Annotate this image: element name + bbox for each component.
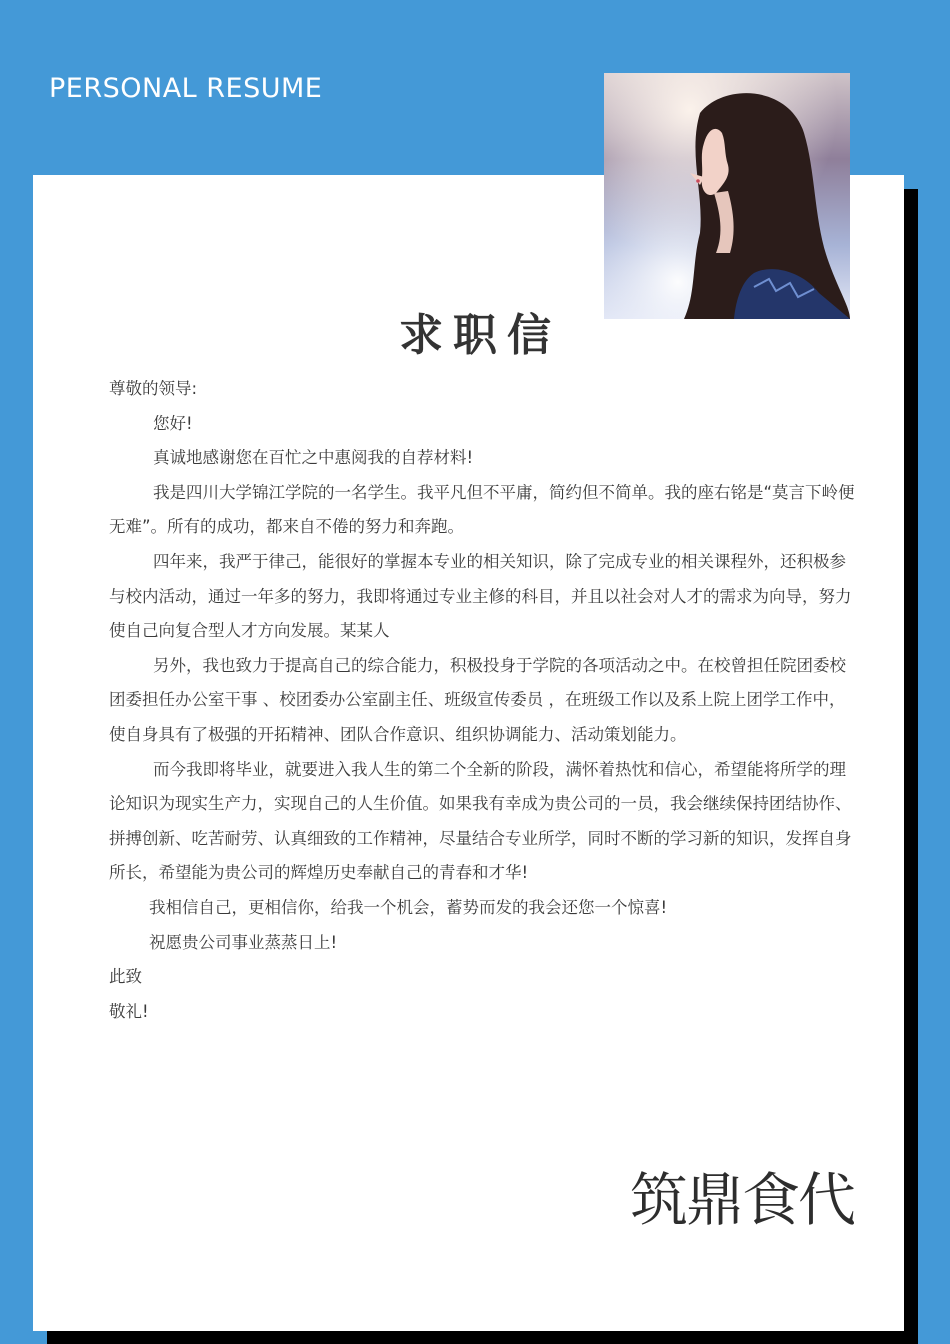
letter-title: 求职信	[399, 310, 561, 361]
signature-logo: 筑鼎食代	[630, 1166, 855, 1234]
sign-off: 此致	[109, 967, 142, 987]
portrait-image	[604, 73, 850, 319]
header-title: PERSONAL RESUME	[49, 73, 323, 104]
profile-photo	[604, 73, 850, 319]
greeting: 您好!	[153, 413, 193, 433]
paragraph: 真诚地感谢您在百忙之中惠阅我的自荐材料!	[153, 448, 474, 468]
sign-off: 敬礼!	[109, 1001, 149, 1021]
letter-body	[109, 372, 861, 1029]
paragraph: 我是四川大学锦江学院的一名学生。我平凡但不平庸，简约但不简单。我的座右铭是“莫言下岭便无难”。所有的成功，都来自不倦的努力和奔跑。	[109, 482, 855, 537]
closing-line: 祝愿贵公司事业蒸蒸日上!	[149, 932, 338, 952]
paragraph: 而今我即将毕业，就要进入我人生的第二个全新的阶段，满怀着热忱和信心，希望能将所学的理论知识为现实生产力，实现自己的人生价值。如果我有幸成为贵公司的一员，我会继续保持团结协作、拼搏创新、吃苦耐劳、认真细致的工作精神，尽量结合专业所学，同时不断的学习新的知识，发挥自身所长，希望能为贵公司的辉煌历史奉献自己的青春和才华!	[109, 759, 852, 883]
salutation: 尊敬的领导:	[109, 379, 198, 398]
closing-line: 我相信自己，更相信你，给我一个机会，蓄势而发的我会还您一个惊喜!	[149, 897, 668, 917]
paragraph: 另外，我也致力于提高自己的综合能力，积极投身于学院的各项活动之中。在校曾担任院团委校团委担任办公室干事 、校团委办公室副主任、班级宣传委员 ，在班级工作以及系上院上团学工作中，使自身具有了极强的开拓精神、团队合作意识、组织协调能力、活动策划能力。	[109, 655, 846, 744]
paragraph: 四年来，我严于律己，能很好的掌握本专业的相关知识，除了完成专业的相关课程外，还积极参与校内活动，通过一年多的努力，我即将通过专业主修的科目，并且以社会对人才的需求为向导，努力使自己向复合型人才方向发展。某某人	[109, 551, 852, 641]
